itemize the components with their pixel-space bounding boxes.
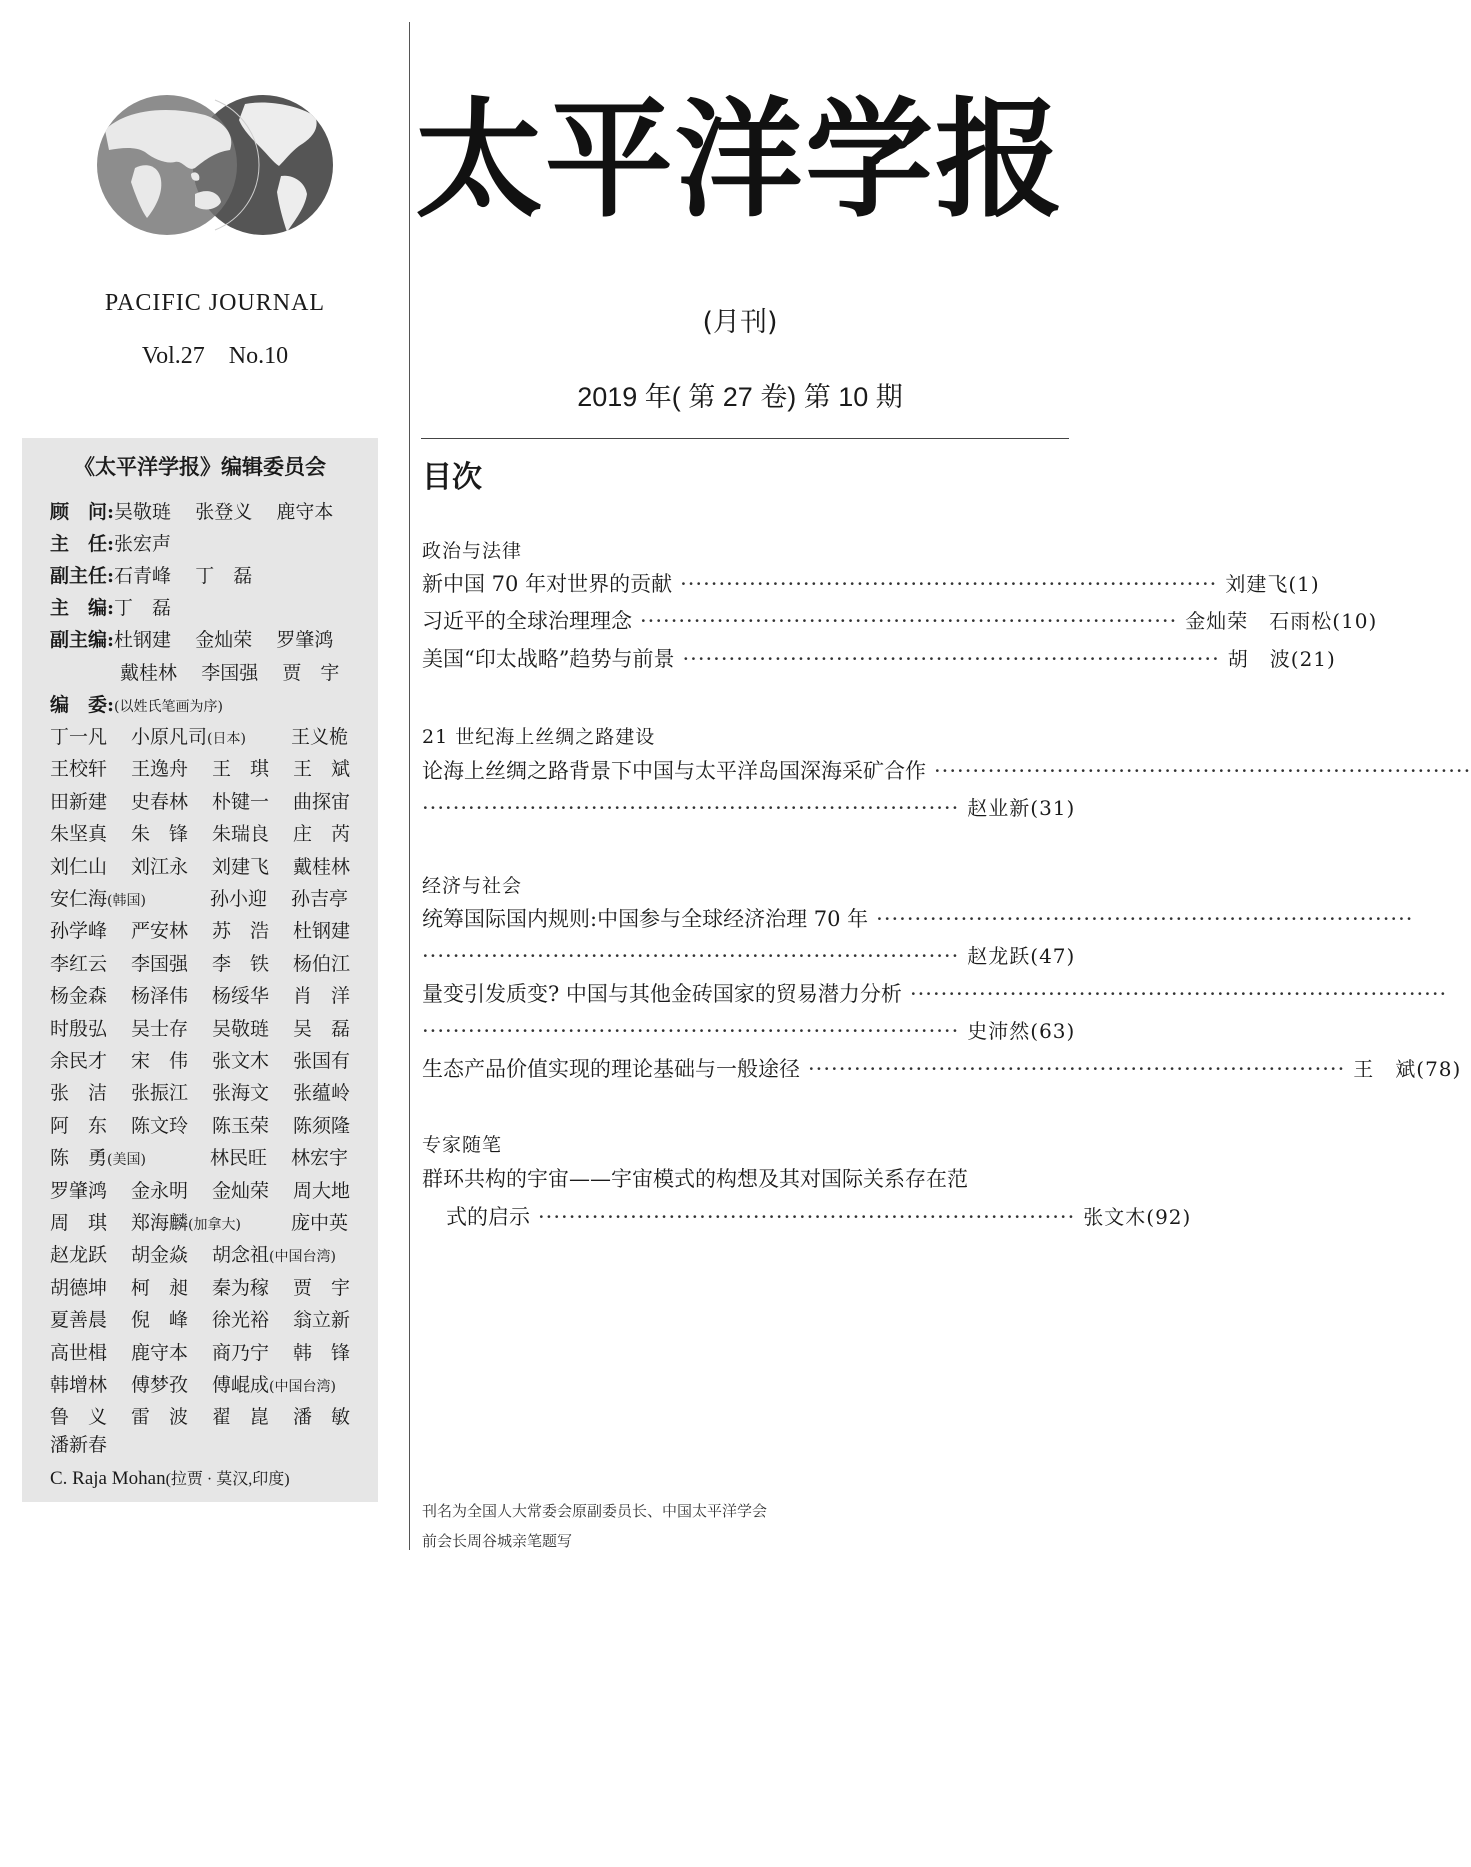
leader-dots: ······································································: [422, 944, 960, 968]
member-name: 阿 东: [50, 1114, 108, 1137]
member-name: 张振江: [131, 1082, 189, 1105]
member-name: 时殷弘: [50, 1017, 108, 1040]
member-name: 杨金森: [50, 985, 108, 1008]
article-author: 史沛然(63): [967, 1019, 1076, 1043]
member-name: 周 琪: [50, 1212, 108, 1234]
board-member-row: [50, 1376, 372, 1395]
issue-line: 2019 年( 第 27 卷) 第 10 期: [577, 382, 903, 412]
member-name: 曲探宙: [293, 790, 351, 813]
article-title: 新中国 70 年对世界的贡献: [422, 572, 673, 596]
member-name: 倪 峰: [131, 1309, 189, 1332]
role-label: 副主任:: [50, 565, 115, 587]
toc-entry-continuation[interactable]: [422, 1015, 1076, 1045]
toc-entry-continuation[interactable]: [422, 940, 1076, 970]
member-name: 李 铁: [212, 952, 270, 975]
member-name: 翟 崑: [212, 1406, 270, 1429]
page-number: (31): [1030, 796, 1076, 820]
page-number: (1): [1288, 572, 1320, 596]
page-number: (10): [1332, 609, 1378, 633]
leader-dots: ······································································: [876, 907, 1414, 931]
board-member-row: [50, 1341, 374, 1364]
toc-entry[interactable]: [422, 643, 1336, 673]
member-name: 贾 宇: [293, 1276, 351, 1299]
page-number: (63): [1030, 1019, 1076, 1043]
member-name: 杨泽伟: [131, 985, 189, 1008]
member-name: 高世楫: [50, 1341, 108, 1364]
member-name: 孙吉亭: [291, 888, 349, 910]
article-title-continued: 式的启示: [446, 1205, 530, 1229]
toc-title: 目次: [422, 460, 482, 495]
board-member-row: [50, 1276, 374, 1299]
member-name: 陈 勇: [50, 1147, 108, 1170]
member-name: 张登义: [195, 501, 253, 523]
member-name: 史春林: [131, 790, 189, 813]
board-member-row: [50, 1408, 374, 1427]
issue-number: No.10: [228, 343, 289, 369]
article-title: 统筹国际国内规则:中国参与全球经济治理 70 年: [422, 907, 869, 931]
toc-entry-continuation[interactable]: [422, 792, 1076, 822]
member-name: 潘 敏: [293, 1406, 351, 1429]
article-title: 量变引发质变? 中国与其他金砖国家的贸易潜力分析: [422, 982, 902, 1006]
member-name: 商乃宁: [212, 1341, 270, 1364]
journal-calligraphy-title: [414, 85, 1066, 235]
article-title: 群环共构的宇宙——宇宙模式的构想及其对国际关系存在范: [422, 1167, 968, 1191]
member-name: 吴敬琏: [114, 501, 172, 523]
toc-entry-continuation[interactable]: [446, 1201, 1192, 1231]
member-name: 刘仁山: [50, 855, 108, 878]
toc-entry[interactable]: [422, 568, 1320, 598]
member-name: 郑海麟: [131, 1212, 189, 1234]
member-name: 严安林: [131, 920, 189, 943]
member-name: 张海文: [212, 1082, 270, 1105]
toc-entry[interactable]: [422, 1163, 1068, 1193]
page-number: (47): [1030, 944, 1076, 968]
member-name: 陈须隆: [293, 1114, 351, 1137]
member-name: 张 洁: [50, 1082, 108, 1105]
board-international-member: [50, 1469, 290, 1488]
journal-logo-globes-icon: [95, 90, 335, 240]
leader-dots: ······································································: [808, 1057, 1346, 1081]
board-member-row: [50, 760, 374, 779]
board-deputy-editor-row: [50, 631, 333, 650]
member-name: 丁 磊: [195, 565, 253, 587]
member-nationality-note: (中国台湾): [269, 1379, 336, 1395]
member-name: 雷 波: [131, 1406, 189, 1429]
member-name: 金灿荣: [212, 1179, 270, 1202]
member-name: 杨绥华: [212, 985, 270, 1008]
member-name: 金永明: [131, 1179, 189, 1202]
member-name: 朱 锋: [131, 823, 189, 846]
member-name: 余民才: [50, 1050, 108, 1072]
member-name: 陈玉荣: [212, 1114, 270, 1137]
member-name: C. Raja Mohan: [50, 1468, 166, 1489]
member-name: 夏善晨: [50, 1309, 108, 1332]
member-name: 吴敬琏: [212, 1017, 270, 1040]
article-author: 王 斌(78): [1353, 1057, 1462, 1081]
role-label: 副主编:: [50, 629, 115, 651]
member-name: 王义桅: [291, 726, 349, 748]
member-name: 肖 洋: [293, 985, 351, 1008]
role-label: 编 委:: [50, 694, 115, 716]
member-name: 王校轩: [50, 758, 108, 781]
member-name: 胡德坤: [50, 1276, 108, 1299]
member-name: 徐光裕: [212, 1309, 270, 1332]
member-name: 苏 浩: [212, 920, 270, 943]
member-name: 孙小迎: [210, 888, 268, 910]
article-author: 赵龙跃(47): [967, 944, 1076, 968]
member-name: 杜钢建: [293, 920, 351, 943]
leader-dots: ······································································: [422, 796, 960, 820]
page-number: (92): [1146, 1205, 1192, 1229]
board-last-member: 潘新春: [50, 1434, 108, 1456]
board-member-row: [50, 728, 372, 747]
article-title: 论海上丝绸之路背景下中国与太平洋岛国深海采矿合作: [422, 759, 926, 783]
board-member-row: [50, 1084, 374, 1103]
board-member-row: [50, 952, 374, 975]
toc-entry[interactable]: [422, 1053, 1462, 1083]
member-name: 李国强: [201, 662, 259, 684]
leader-dots: ······································································: [934, 759, 1471, 783]
member-nationality-note: (加拿大): [188, 1217, 241, 1233]
member-name: 小原凡司: [131, 726, 208, 748]
toc-entry[interactable]: [422, 755, 1471, 785]
leader-dots: ······································································: [422, 1019, 960, 1043]
member-name: 杜钢建: [114, 629, 172, 651]
volume-number: [0, 343, 430, 370]
member-name: 朱坚真: [50, 823, 108, 846]
member-name: 石青峰: [114, 565, 172, 587]
member-name: 傅梦孜: [131, 1374, 189, 1396]
page-number: (21): [1290, 647, 1336, 671]
leader-dots: ······································································: [909, 982, 1448, 1006]
member-name: 林民旺: [210, 1147, 268, 1170]
leader-dots: ······································································: [640, 609, 1178, 633]
board-member-row: [50, 855, 374, 878]
member-name: 傅崐成: [212, 1374, 270, 1396]
article-author: 张文木(92): [1083, 1205, 1192, 1229]
member-name: 张国有: [293, 1050, 351, 1072]
board-member-row: [50, 1246, 372, 1265]
member-name: 李国强: [131, 952, 189, 975]
member-name: 戴桂林: [120, 662, 178, 684]
article-title: 生态产品价值实现的理论基础与一般途径: [422, 1057, 800, 1081]
member-nationality-note: (日本): [207, 731, 246, 747]
board-member-row: [50, 1179, 374, 1202]
member-name: 赵龙跃: [50, 1244, 108, 1267]
board-member-row: [50, 1311, 374, 1330]
member-name: 刘建飞: [212, 855, 270, 878]
member-name: 吴 磊: [293, 1017, 351, 1040]
role-label: 顾 问:: [50, 501, 115, 523]
member-name: 金灿荣: [195, 629, 253, 651]
member-name: 孙学峰: [50, 920, 108, 943]
member-nationality-note: (韩国): [107, 893, 146, 909]
member-name: 鹿守本: [131, 1341, 189, 1364]
leader-dots: ······································································: [680, 572, 1218, 596]
member-name: 安仁海: [50, 888, 108, 910]
editorial-board-panel: [22, 438, 378, 1502]
member-name: 戴桂林: [293, 855, 351, 878]
board-member-row: [50, 1017, 374, 1040]
member-name: 柯 昶: [131, 1276, 189, 1299]
board-member-row: [50, 1149, 372, 1168]
member-name: 朱瑞良: [212, 823, 270, 846]
toc-section-heading: 专家随笔: [422, 1134, 503, 1156]
member-name: 张宏声: [114, 533, 172, 555]
member-name: 宋 伟: [131, 1050, 189, 1072]
member-name: 鲁 义: [50, 1406, 108, 1429]
member-name: 周大地: [293, 1179, 351, 1202]
member-name: 丁 磊: [114, 597, 172, 619]
member-name: 田新建: [50, 790, 108, 813]
column-divider: [409, 22, 410, 1550]
toc-section-heading: 政治与法律: [422, 540, 523, 562]
member-name: 王 琪: [212, 758, 270, 781]
member-name: 王逸舟: [131, 758, 189, 781]
member-name: 庞中英: [291, 1212, 349, 1234]
board-member-row: [50, 790, 374, 813]
board-member-row: [50, 1214, 372, 1233]
board-member-row: [50, 890, 372, 909]
volume: Vol.27: [141, 343, 205, 369]
article-title: 习近平的全球治理理念: [422, 609, 632, 633]
toc-section-heading: 经济与社会: [422, 875, 523, 897]
members-order-note: (以姓氏笔画为序): [114, 699, 223, 715]
member-name: 朴键一: [212, 790, 270, 813]
board-member-row: [50, 1114, 374, 1137]
toc-entry[interactable]: [422, 903, 1414, 933]
title-credit-line-1: 刊名为全国人大常委会原副委员长、中国太平洋学会: [422, 1502, 768, 1520]
board-member-row: [50, 1052, 374, 1071]
member-name: 吴士存: [131, 1017, 189, 1040]
member-name: 李红云: [50, 952, 108, 975]
member-name: 丁一凡: [50, 726, 108, 748]
toc-entry[interactable]: [422, 605, 1378, 635]
member-name: 胡念祖: [212, 1244, 270, 1267]
member-name: 庄 芮: [293, 823, 351, 846]
member-name: 韩增林: [50, 1374, 108, 1396]
board-member-row: [50, 825, 374, 844]
article-title: 美国“印太战略”趋势与前景: [422, 647, 675, 671]
editorial-board-title: 《太平洋学报》编辑委员会: [74, 454, 326, 479]
article-author: 赵业新(31): [967, 796, 1076, 820]
member-name: 鹿守本: [276, 501, 334, 523]
publication-frequency: (月刊): [702, 307, 778, 338]
member-nationality-note: (拉贾 · 莫汉,印度): [165, 1471, 290, 1488]
member-name: 秦为稼: [212, 1276, 270, 1299]
title-credit-line-2: 前会长周谷城亲笔题写: [422, 1532, 573, 1550]
calligraphy-text: 太平洋学报: [414, 85, 1066, 235]
member-name: 杨伯江: [293, 952, 351, 975]
role-label: 主 任:: [50, 533, 115, 555]
toc-section-heading: 21 世纪海上丝绸之路建设: [422, 726, 656, 748]
member-name: 王 斌: [293, 758, 351, 781]
board-director-row: [50, 535, 171, 554]
member-name: 张蕴岭: [293, 1082, 351, 1105]
article-author: 刘建飞(1): [1225, 572, 1320, 596]
member-nationality-note: (美国): [107, 1152, 146, 1169]
member-name: 韩 锋: [293, 1341, 351, 1364]
member-name: 陈文玲: [131, 1114, 189, 1137]
board-members-header: [50, 696, 223, 715]
board-editor-row: [50, 599, 171, 618]
member-name: 贾 宇: [282, 662, 340, 684]
toc-entry[interactable]: [422, 978, 1448, 1008]
article-author: 金灿荣 石雨松(10): [1185, 609, 1378, 633]
member-nationality-note: (中国台湾): [269, 1249, 336, 1266]
board-advisors-row: [50, 503, 333, 522]
leader-dots: ······································································: [538, 1205, 1076, 1229]
leader-dots: ······································································: [682, 647, 1220, 671]
board-member-row: [50, 987, 374, 1006]
member-name: 刘江永: [131, 855, 189, 878]
board-member-row: [50, 922, 374, 941]
article-author: 胡 波(21): [1227, 647, 1336, 671]
header-rule: [421, 438, 1069, 439]
board-deputy-editor-row-2: [120, 664, 339, 683]
member-name: 林宏宇: [291, 1147, 349, 1170]
member-name: 翁立新: [293, 1309, 351, 1332]
member-name: 罗肇鸿: [276, 629, 334, 651]
member-name: 罗肇鸿: [50, 1179, 108, 1202]
role-label: 主 编:: [50, 597, 115, 619]
member-name: 张文木: [212, 1050, 270, 1072]
page-number: (78): [1416, 1057, 1462, 1081]
member-name: 胡金焱: [131, 1244, 189, 1267]
journal-english-name: PACIFIC JOURNAL: [104, 290, 326, 316]
board-vice-director-row: [50, 567, 252, 586]
